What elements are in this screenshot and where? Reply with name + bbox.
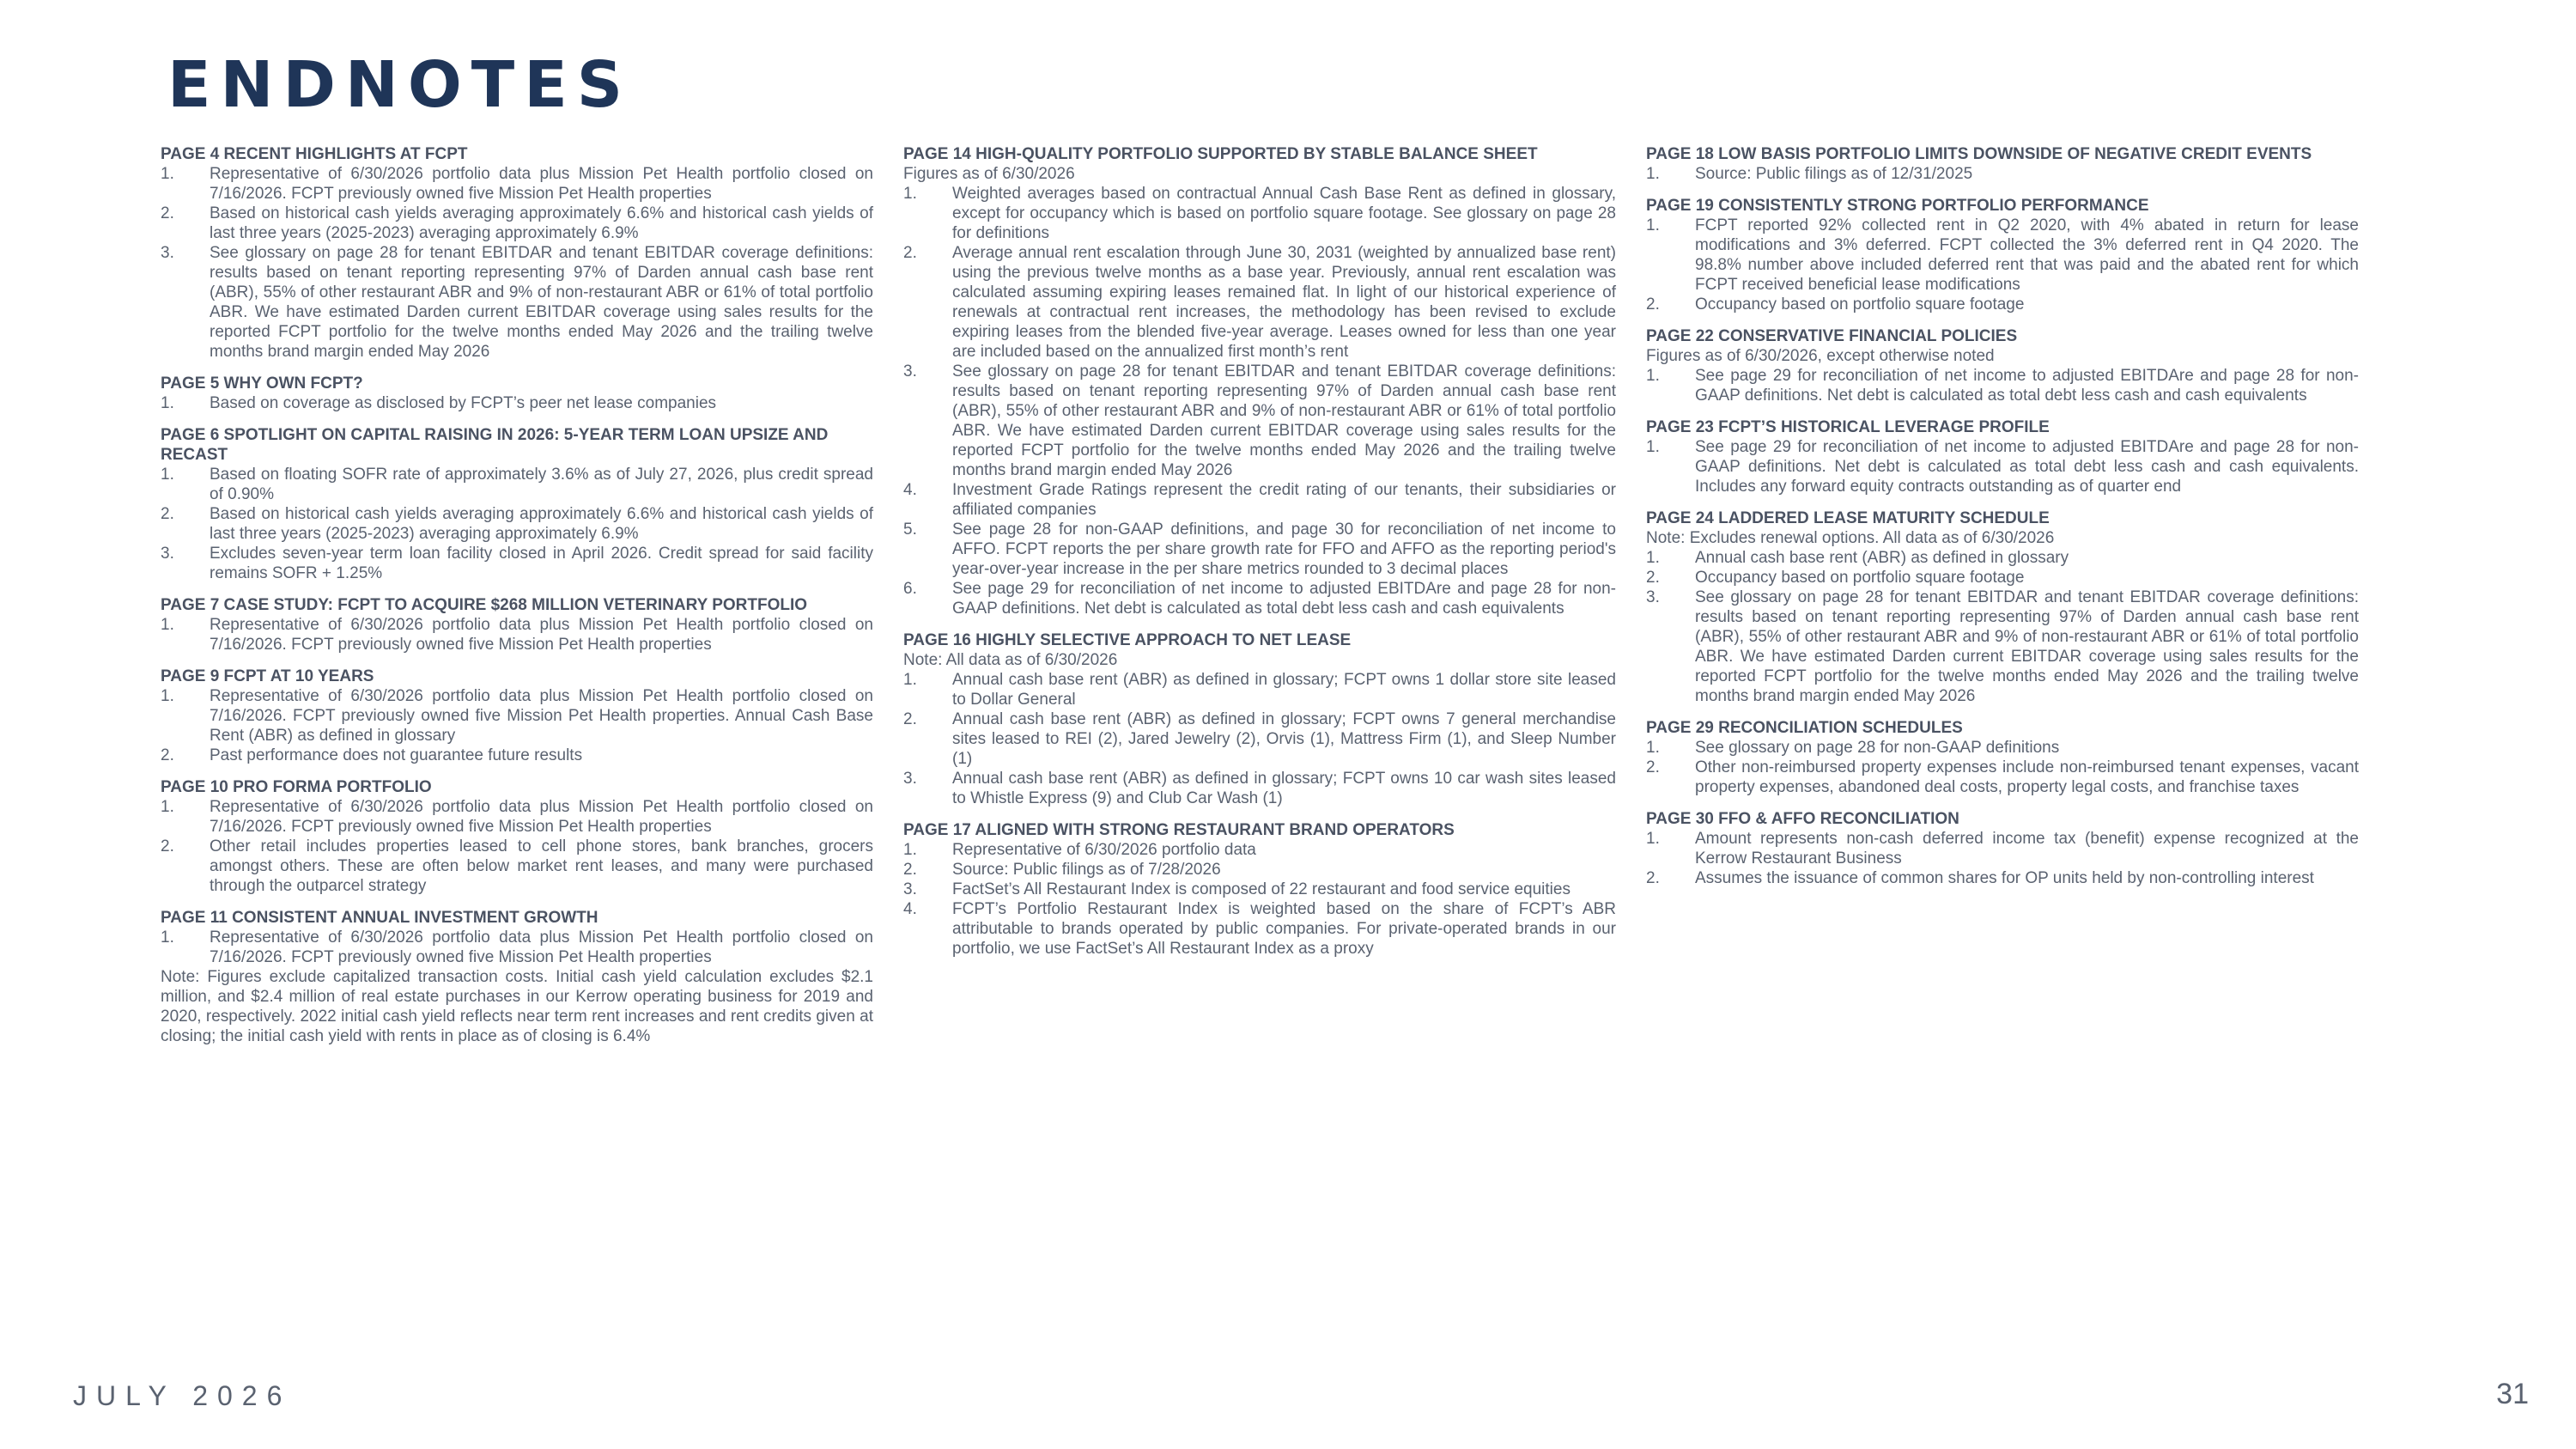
endnote-item [161,686,873,746]
endnote-item [903,243,1616,362]
endnote-text: Representative of 6/30/2026 portfolio data plus Mission Pet Health portfolio closed on 7/16/2026. FCPT previously owned five Mission Pet Health properties [210,165,873,203]
section-heading: PAGE 11 CONSISTENT ANNUAL INVESTMENT GROWTH [161,909,598,927]
endnote-item [1646,738,2359,758]
endnote-number: 2. [161,837,174,855]
endnote-text: Annual cash base rent (ABR) as defined in glossary; FCPT owns 10 car wash sites leased to Whistle Express (9) and Club Car Wash (1) [952,770,1616,807]
endnote-text: Average annual rent escalation through June 30, 2031 (weighted by annualized base rent) using the previous twelve months as a base year. Previously, annual rent escalation was calculated assuming expiring leases remained flat. In light of our historical experience of renewals at contractual rent increases, the methodology has been revised to exclude expiring leases from the blended five-year average. Leases owned for less than one year are included based on the annualized first month’s rent [952,244,1616,361]
endnote-item [161,928,873,967]
endnote-number: 1. [903,671,917,689]
endnote-text: Representative of 6/30/2026 portfolio data plus Mission Pet Health portfolio closed on 7/16/2026. FCPT previously owned five Mission Pet Health properties [210,928,873,966]
endnote-number: 1. [1646,216,1660,234]
section-heading: PAGE 17 ALIGNED WITH STRONG RESTAURANT BRAND OPERATORS [903,821,1455,839]
endnote-text: FCPT reported 92% collected rent in Q2 2020, with 4% abated in return for lease modifications and 3% deferred. FCPT collected the 3% deferred rent in Q4 2020. The 98.8% number above included deferred rent that was paid and the abated rent for which FCPT received beneficial lease modifications [1695,216,2359,294]
endnote-item [1646,437,2359,496]
endnote-item [161,164,873,204]
endnote-number: 1. [1646,739,1660,757]
endnote-item [903,899,1616,959]
endnote-item [161,465,873,504]
endnote-text: Annual cash base rent (ABR) as defined in glossary; FCPT owns 7 general merchandise sites leased to REI (2), Jared Jewelry (2), Orvis (1), Mattress Firm (1), and Sleep Number (1) [952,710,1616,768]
endnote-section [1646,508,2359,706]
section-heading: PAGE 4 RECENT HIGHLIGHTS AT FCPT [161,145,468,163]
endnote-number: 3. [903,770,917,788]
endnote-number: 1. [903,185,917,203]
endnote-item [903,709,1616,769]
endnote-text: Source: Public filings as of 7/28/2026 [952,861,1221,879]
endnote-number: 1. [161,798,174,816]
section-note: Note: Excludes renewal options. All data as of 6/30/2026 [1646,529,2055,547]
endnote-text: Excludes seven-year term loan facility closed in April 2026. Credit spread for said facility remains SOFR + 1.25% [210,545,873,582]
endnote-text: See glossary on page 28 for tenant EBITDAR and tenant EBITDAR coverage definitions: results based on tenant reporting representing 97% of Darden annual cash base rent (ABR), 55% of other restaurant ABR and 9% of non-restaurant ABR or 61% of total portfolio ABR. We have estimated Darden current EBITDAR coverage using sales results for the reported FCPT portfolio for the twelve months ended May 2026 and the trailing twelve months brand margin ended May 2026 [210,244,873,361]
endnote-item [1646,164,2359,184]
endnote-text: See page 29 for reconciliation of net income to adjusted EBITDAre and page 28 for non-GAAP definitions. Net debt is calculated as total debt less cash and cash equivalents. Includes any forward equity contracts outstanding as of quarter end [1695,438,2359,496]
section-heading: PAGE 23 FCPT’S HISTORICAL LEVERAGE PROFILE [1646,418,2050,436]
endnote-text: Amount represents non-cash deferred income tax (benefit) expense recognized at the Kerrow Restaurant Business [1695,830,2359,868]
endnote-number: 3. [1646,588,1660,606]
section-heading: PAGE 16 HIGHLY SELECTIVE APPROACH TO NET LEASE [903,631,1352,649]
endnote-number: 1. [161,165,174,183]
endnote-item [161,797,873,837]
endnote-item [903,184,1616,243]
endnote-number: 2. [161,505,174,523]
endnote-text: See page 29 for reconciliation of net income to adjusted EBITDAre and page 28 for non-GAAP definitions. Net debt is calculated as total debt less cash and cash equivalents [952,580,1616,618]
endnote-text: Representative of 6/30/2026 portfolio data plus Mission Pet Health portfolio closed on 7/16/2026. FCPT previously owned five Mission Pet Health properties [210,616,873,654]
endnote-text: Other retail includes properties leased to cell phone stores, bank branches, grocers amongst others. These are often below market rent leases, and many were purchased through the outparcel strategy [210,837,873,895]
endnote-number: 6. [903,580,917,598]
endnote-item [161,243,873,362]
endnote-text: Occupancy based on portfolio square footage [1695,295,2025,314]
endnote-text: Representative of 6/30/2026 portfolio data plus Mission Pet Health portfolio closed on 7/16/2026. FCPT previously owned five Mission Pet Health properties. Annual Cash Base Rent (ABR) as defined in glossary [210,687,873,745]
section-note: Figures as of 6/30/2026 [903,165,1075,183]
endnote-text: Based on floating SOFR rate of approximately 3.6% as of July 27, 2026, plus credit spread of 0.90% [210,466,873,503]
endnote-section [903,820,1616,959]
endnotes-column-2 [903,144,1616,971]
endnote-text: Based on historical cash yields averaging approximately 6.6% and historical cash yields of last three years (2025-2023) averaging approximately 6.9% [210,505,873,543]
endnote-section [161,595,873,654]
endnote-number: 5. [903,521,917,539]
endnote-number: 1. [1646,549,1660,567]
endnote-item [903,362,1616,480]
endnote-text: Assumes the issuance of common shares for OP units held by non-controlling interest [1695,869,2314,887]
endnote-text: Based on coverage as disclosed by FCPT’s peer net lease companies [210,394,717,412]
endnote-item [1646,366,2359,405]
endnote-item [161,504,873,544]
section-note: Figures as of 6/30/2026, except otherwise noted [1646,347,1995,365]
endnote-item [1646,588,2359,706]
endnote-item [1646,758,2359,797]
endnote-number: 2. [1646,295,1660,314]
endnote-section [161,667,873,765]
endnote-text: Annual cash base rent (ABR) as defined in glossary [1695,549,2069,567]
endnote-number: 2. [161,204,174,222]
endnote-section [1646,196,2359,314]
endnote-item [903,520,1616,579]
endnote-number: 1. [161,394,174,412]
endnote-number: 4. [903,481,917,499]
endnote-number: 3. [161,545,174,563]
endnote-number: 1. [161,687,174,705]
section-heading: PAGE 24 LADDERED LEASE MATURITY SCHEDULE [1646,509,2050,527]
endnote-text: Based on historical cash yields averaging approximately 6.6% and historical cash yields of last three years (2025-2023) averaging approximately 6.9% [210,204,873,242]
endnote-section [903,630,1616,808]
endnote-number: 1. [903,841,917,859]
endnote-item [903,840,1616,860]
endnote-text: See page 28 for non-GAAP definitions, and page 30 for reconciliation of net income to AFFO. FCPT reports the per share growth rate for FFO and AFFO as the reporting period's year-over-year increase in the per share metrics rounded to 3 decimal places [952,521,1616,578]
endnote-section [161,425,873,583]
endnotes-column-1 [161,144,873,1058]
endnote-item [903,860,1616,880]
endnote-number: 3. [161,244,174,262]
endnote-item [161,746,873,765]
endnote-item [161,544,873,583]
section-heading: PAGE 18 LOW BASIS PORTFOLIO LIMITS DOWNSIDE OF NEGATIVE CREDIT EVENTS [1646,145,2312,163]
endnote-item [1646,829,2359,868]
endnote-section [1646,417,2359,496]
endnotes-column-3 [1646,144,2359,900]
endnote-item [1646,295,2359,314]
endnote-number: 2. [903,861,917,879]
endnote-text: Representative of 6/30/2026 portfolio data plus Mission Pet Health portfolio closed on 7/16/2026. FCPT previously owned five Mission Pet Health properties [210,798,873,836]
endnote-section [903,144,1616,618]
section-heading: PAGE 10 PRO FORMA PORTFOLIO [161,778,432,796]
endnote-text: Investment Grade Ratings represent the credit rating of our tenants, their subsidiaries or affiliated companies [952,481,1616,519]
endnote-number: 1. [1646,165,1660,183]
section-note: Note: Figures exclude capitalized transaction costs. Initial cash yield calculation excludes $2.1 million, and $2.4 million of real estate purchases in our Kerrow operating business for 2019 and 2020, respectively. 2022 initial cash yield reflects near term rent increases and rent credits given at closing; the initial cash yield with rents in place as of closing is 6.4% [161,968,873,1045]
endnote-section [1646,326,2359,405]
endnote-number: 1. [161,466,174,484]
endnote-number: 1. [1646,367,1660,385]
endnote-item [903,769,1616,808]
endnote-item [161,393,873,413]
section-heading: PAGE 7 CASE STUDY: FCPT TO ACQUIRE $268 MILLION VETERINARY PORTFOLIO [161,596,808,614]
endnote-text: See glossary on page 28 for non-GAAP definitions [1695,739,2060,757]
endnote-text: Representative of 6/30/2026 portfolio data [952,841,1256,859]
endnote-text: Weighted averages based on contractual Annual Cash Base Rent as defined in glossary, except for occupancy which is based on portfolio square footage. See glossary on page 28 for definitions [952,185,1616,242]
endnote-number: 2. [1646,758,1660,776]
endnote-item [903,880,1616,899]
endnote-item [1646,868,2359,888]
section-heading: PAGE 9 FCPT AT 10 YEARS [161,667,374,685]
endnote-item [161,837,873,896]
endnote-number: 3. [903,880,917,898]
endnote-number: 4. [903,900,917,918]
endnote-text: FactSet’s All Restaurant Index is composed of 22 restaurant and food service equities [952,880,1571,898]
endnote-section [1646,718,2359,797]
endnote-text: Past performance does not guarantee future results [210,746,583,764]
endnote-text: See page 29 for reconciliation of net income to adjusted EBITDAre and page 28 for non-GAAP definitions. Net debt is calculated as total debt less cash and cash equivalents [1695,367,2359,405]
endnote-number: 1. [1646,438,1660,456]
endnote-number: 3. [903,362,917,381]
endnote-section [161,144,873,362]
endnote-number: 1. [1646,830,1660,848]
endnote-item [1646,568,2359,588]
endnote-item [161,615,873,654]
endnote-section [1646,144,2359,184]
endnote-text: Source: Public filings as of 12/31/2025 [1695,165,1973,183]
endnote-item [1646,548,2359,568]
endnote-text: Other non-reimbursed property expenses include non-reimbursed tenant expenses, vacant property expenses, abandoned deal costs, property legal costs, and franchise taxes [1695,758,2359,796]
page-number: 31 [2496,1378,2529,1410]
endnote-item [903,670,1616,709]
section-heading: PAGE 29 RECONCILIATION SCHEDULES [1646,719,1963,737]
endnote-section [161,777,873,896]
endnote-section [161,908,873,1046]
endnote-number: 2. [161,746,174,764]
endnote-text: FCPT’s Portfolio Restaurant Index is weighted based on the share of FCPT’s ABR attributable to brands operated by public companies. For private-operated brands in our portfolio, we use FactSet’s All Restaurant Index as a proxy [952,900,1616,958]
endnote-item [903,480,1616,520]
footer-date: JULY 2026 [73,1380,292,1411]
section-heading: PAGE 6 SPOTLIGHT ON CAPITAL RAISING IN 2026: 5-YEAR TERM LOAN UPSIZE AND RECAST [161,426,829,464]
endnote-number: 2. [903,244,917,262]
endnote-number: 1. [161,616,174,634]
section-heading: PAGE 30 FFO & AFFO RECONCILIATION [1646,810,1959,828]
endnote-item [903,579,1616,618]
endnote-text: See glossary on page 28 for tenant EBITDAR and tenant EBITDAR coverage definitions: results based on tenant reporting representing 97% of Darden annual cash base rent (ABR), 55% of other restaurant ABR and 9% of non-restaurant ABR or 61% of total portfolio ABR. We have estimated Darden current EBITDAR coverage using sales results for the reported FCPT portfolio for the twelve months ended May 2026 and the trailing twelve months brand margin ended May 2026 [1695,588,2359,705]
endnote-section [1646,809,2359,888]
endnote-section [161,374,873,413]
endnote-item [161,204,873,243]
endnote-number: 2. [903,710,917,728]
endnote-text: Occupancy based on portfolio square footage [1695,569,2025,587]
section-heading: PAGE 5 WHY OWN FCPT? [161,374,363,393]
endnote-text: See glossary on page 28 for tenant EBITDAR and tenant EBITDAR coverage definitions: results based on tenant reporting representing 97% of Darden annual cash base rent (ABR), 55% of other restaurant ABR and 9% of non-restaurant ABR or 61% of total portfolio ABR. We have estimated Darden current EBITDAR coverage using sales results for the reported FCPT portfolio for the twelve months ended May 2026 and the trailing twelve months brand margin ended May 2026 [952,362,1616,479]
page-title: ENDNOTES [167,48,633,122]
endnote-text: Annual cash base rent (ABR) as defined in glossary; FCPT owns 1 dollar store site leased to Dollar General [952,671,1616,709]
section-heading: PAGE 19 CONSISTENTLY STRONG PORTFOLIO PERFORMANCE [1646,197,2149,215]
section-heading: PAGE 14 HIGH-QUALITY PORTFOLIO SUPPORTED BY STABLE BALANCE SHEET [903,145,1538,163]
endnote-number: 1. [161,928,174,947]
endnote-number: 2. [1646,869,1660,887]
section-heading: PAGE 22 CONSERVATIVE FINANCIAL POLICIES [1646,327,2018,345]
endnote-number: 2. [1646,569,1660,587]
endnote-item [1646,216,2359,295]
section-note: Note: All data as of 6/30/2026 [903,651,1118,669]
